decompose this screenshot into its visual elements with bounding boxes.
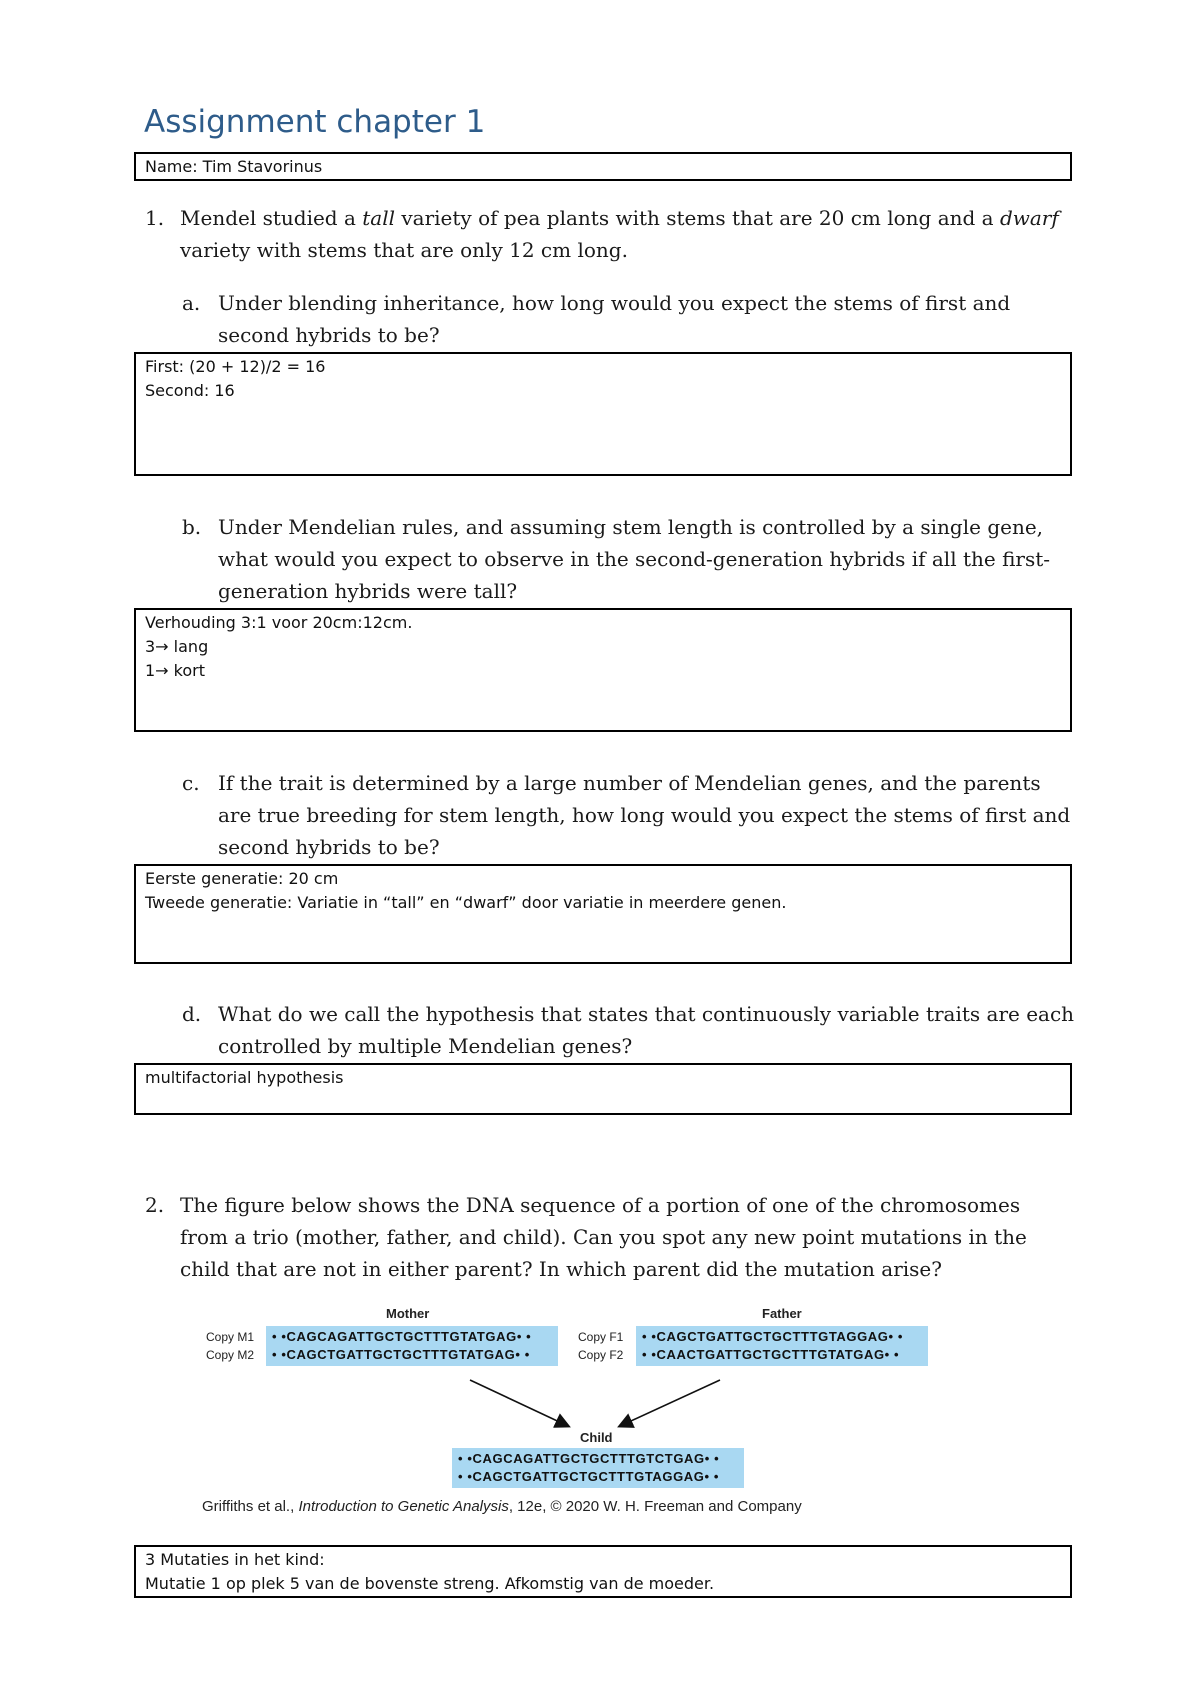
sequence-f2: • •CAACTGATTGCTGCTTTGTATGAG• • xyxy=(642,1347,900,1362)
dna-figure xyxy=(200,1302,940,1520)
copy-label-m1: Copy M1 xyxy=(206,1330,255,1344)
sequence-f1: • •CAGCTGATTGCTGCTTTGTAGGAG• • xyxy=(642,1329,904,1344)
answer-2-line: Mutatie 1 op plek 5 van de bovenste streng. Afkomstig van de moeder. xyxy=(145,1574,715,1593)
name-field-text: Name: Tim Stavorinus xyxy=(145,157,323,176)
figure-label-father: Father xyxy=(762,1306,802,1321)
copy-label-f1: Copy F1 xyxy=(578,1330,624,1344)
question-1a-label: a. xyxy=(182,291,201,315)
question-1b-text: Under Mendelian rules, and assuming stem length is controlled by a single gene, what would you expect to observe in the second-generation hybrids if all the first-generation hybrids were tall? xyxy=(218,515,1051,603)
copy-label-m2: Copy M2 xyxy=(206,1348,255,1362)
question-1-number: 1. xyxy=(145,206,165,230)
answer-1b-line: Verhouding 3:1 voor 20cm:12cm. xyxy=(145,613,413,632)
name-field[interactable] xyxy=(134,152,1072,181)
question-2-text: The figure below shows the DNA sequence of a portion of one of the chromosomes from a trio (mother, father, and child). Can you spot any new point mutations in the child that are not in either parent? In which parent did the mutation arise? xyxy=(180,1193,1027,1281)
answer-1a-box[interactable] xyxy=(134,352,1072,476)
question-1-text: Mendel studied a tall variety of pea plants with stems that are 20 cm long and a dwarf variety with stems that are only 12 cm long. xyxy=(180,206,1059,262)
question-1d-text: What do we call the hypothesis that states that continuously variable traits are each controlled by multiple Mendelian genes? xyxy=(218,1002,1075,1058)
question-1a-text: Under blending inheritance, how long would you expect the stems of first and second hybrids to be? xyxy=(218,291,1011,347)
answer-1a-line: Second: 16 xyxy=(145,381,235,400)
answer-2-line: 3 Mutaties in het kind: xyxy=(145,1550,325,1569)
question-2-number: 2. xyxy=(145,1193,165,1217)
answer-1b-line: 1→ kort xyxy=(145,661,206,680)
figure-label-mother: Mother xyxy=(386,1306,430,1321)
question-1c-text: If the trait is determined by a large number of Mendelian genes, and the parents are true breeding for stem length, how long would you expect the stems of first and second hybrids to be? xyxy=(218,771,1071,859)
copy-label-f2: Copy F2 xyxy=(578,1348,624,1362)
question-1d-label: d. xyxy=(182,1002,202,1026)
arrow-father-to-child xyxy=(620,1380,720,1426)
figure-caption: Griffiths et al., Introduction to Genetic Analysis, 12e, © 2020 W. H. Freeman and Company xyxy=(202,1498,802,1515)
answer-1b-box[interactable] xyxy=(134,608,1072,732)
sequence-c1: • •CAGCAGATTGCTGCTTTGTCTGAG• • xyxy=(458,1451,720,1466)
answer-1c-box[interactable] xyxy=(134,864,1072,964)
answer-2-box[interactable] xyxy=(134,1545,1072,1598)
arrow-mother-to-child xyxy=(470,1380,568,1426)
answer-1c-line: Tweede generatie: Variatie in “tall” en “dwarf” door variatie in meerdere genen. xyxy=(145,893,787,912)
sequence-m2: • •CAGCTGATTGCTGCTTTGTATGAG• • xyxy=(272,1347,530,1362)
question-1b-label: b. xyxy=(182,515,202,539)
sequence-c2: • •CAGCTGATTGCTGCTTTGTAGGAG• • xyxy=(458,1469,720,1484)
answer-1d-line: multifactorial hypothesis xyxy=(145,1068,344,1087)
figure-label-child: Child xyxy=(580,1430,613,1445)
sequence-m1: • •CAGCAGATTGCTGCTTTGTATGAG• • xyxy=(272,1329,532,1344)
answer-1d-box[interactable] xyxy=(134,1063,1072,1115)
page-title: Assignment chapter 1 xyxy=(144,104,486,140)
answer-1a-line: First: (20 + 12)/2 = 16 xyxy=(145,357,326,376)
question-1c-label: c. xyxy=(182,771,200,795)
answer-1b-line: 3→ lang xyxy=(145,637,209,656)
answer-1c-line: Eerste generatie: 20 cm xyxy=(145,869,339,888)
